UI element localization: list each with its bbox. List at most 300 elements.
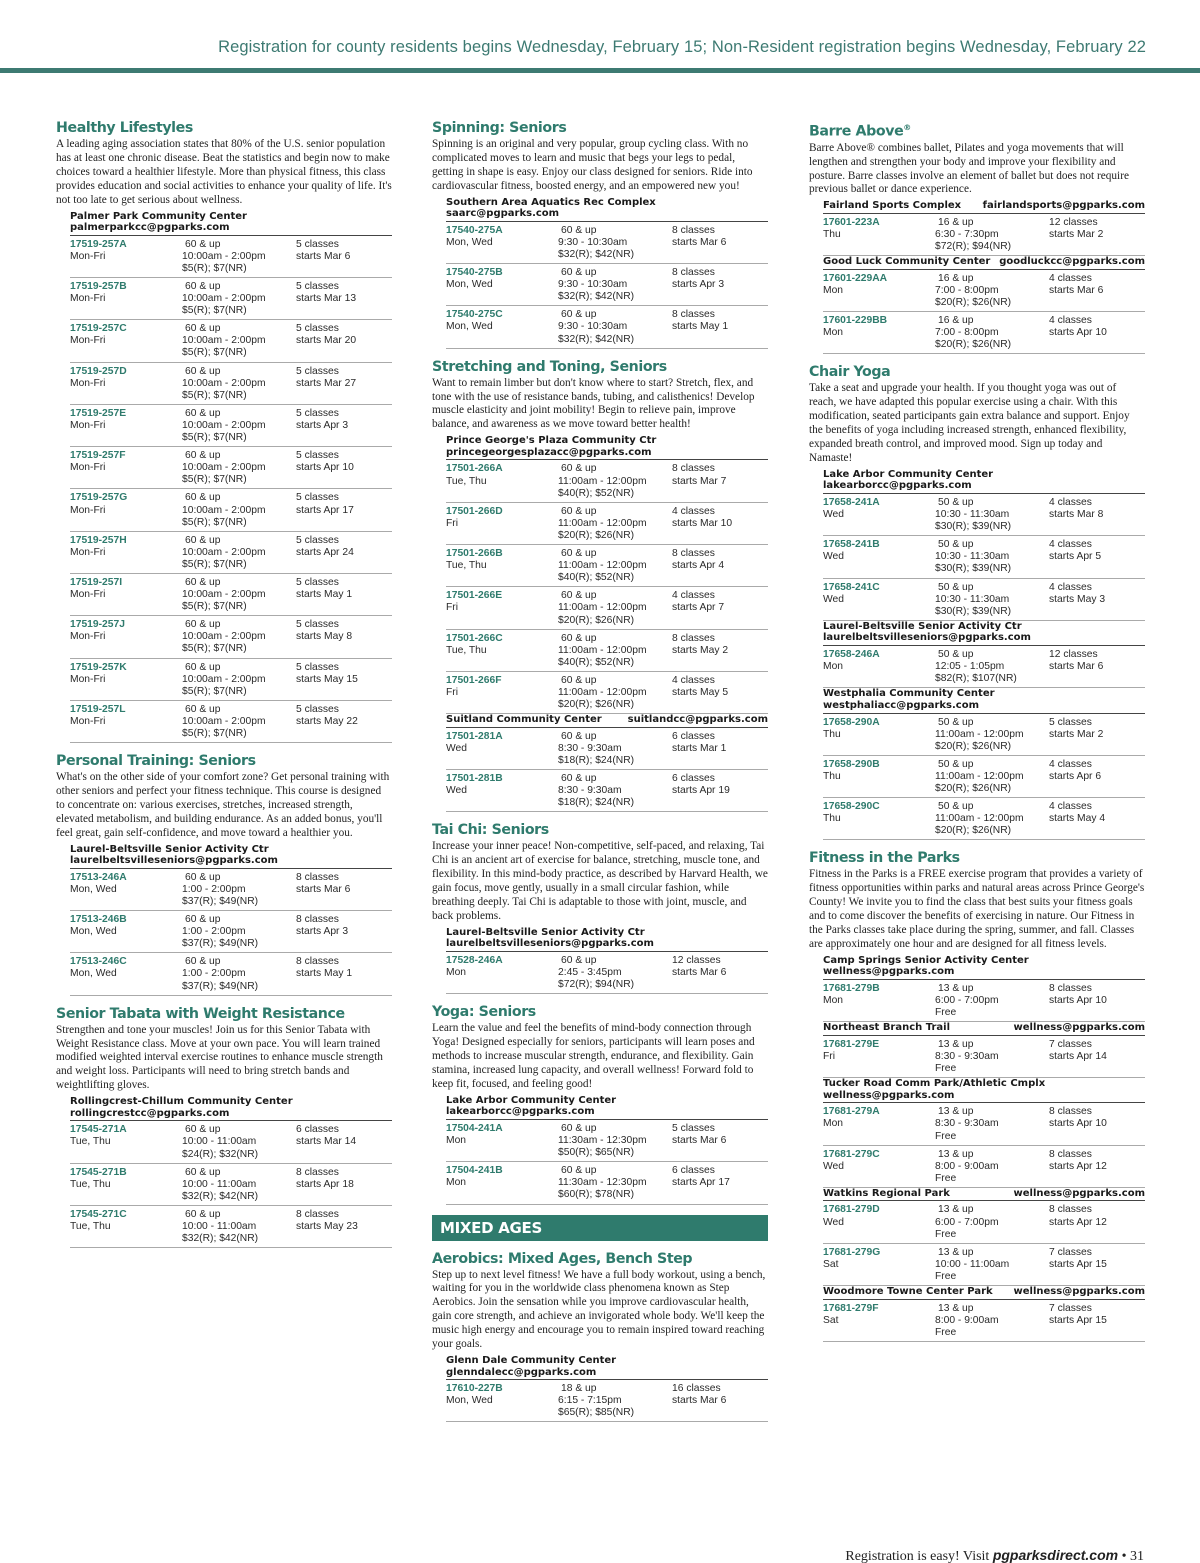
class-count: 5 classes [296, 703, 339, 715]
section-title: Chair Yoga [809, 364, 891, 381]
class-days: Mon [823, 284, 844, 296]
class-row [70, 236, 392, 278]
class-count: 8 classes [1049, 1148, 1092, 1160]
class-id-cell [823, 273, 938, 309]
class-row [823, 312, 1145, 354]
class-id-cell [823, 983, 938, 1019]
class-row [446, 545, 768, 587]
section-description: Fitness in the Parks is a FREE exercise program that provides a variety of fitness opportunities within parks and natural areas across Prince George's County! We invite you to find the class that best suits your fitness goals and to come discover the benefits of exercising in nature. Our Fitness in the Parks classes take place during the spring, summer, and fall. Classes are approximately one hour and are designed for all fitness levels. [809, 868, 1145, 950]
section-title: Personal Training: Seniors [56, 753, 256, 770]
location-name: Prince George's Plaza Community Ctr [446, 435, 657, 447]
class-age-time-cell [558, 309, 672, 345]
class-time: 11:00am - 12:00pm [558, 686, 647, 698]
location-email-link[interactable]: suitlandcc@pgparks.com [627, 714, 768, 726]
class-age-time-cell [182, 871, 296, 908]
class-session-cell [296, 956, 392, 992]
course-code-link[interactable]: 17519-257G [70, 492, 128, 504]
class-count: 4 classes [1049, 315, 1092, 327]
course-code-link[interactable]: 17513-246A [70, 871, 127, 883]
course-code-link[interactable]: 17658-241C [823, 581, 880, 593]
course-code-link[interactable]: 17545-271B [70, 1166, 127, 1178]
class-session-cell [1049, 497, 1145, 533]
class-time: 11:00am - 12:00pm [558, 602, 647, 614]
class-time: 6:15 - 7:15pm [558, 1395, 622, 1407]
class-time: 1:00 - 2:00pm [182, 883, 246, 895]
location-email-link[interactable]: lakearborcc@pgparks.com [823, 480, 972, 492]
location-header [446, 197, 768, 222]
class-fee: $72(R); $94(NR) [935, 241, 1012, 253]
location-email-link[interactable]: laurelbeltsvilleseniors@pgparks.com [823, 632, 1031, 644]
start-date: starts Apr 17 [672, 1177, 730, 1189]
location-email-link[interactable]: laurelbeltsvilleseniors@pgparks.com [446, 938, 654, 950]
class-session-cell [1049, 1303, 1145, 1339]
course-code-link[interactable]: 17501-266B [446, 548, 503, 560]
registration-notice: Registration for county residents begins Wednesday, February 15; Non-Resident registration begins Wednesday, February 22 [218, 38, 1146, 56]
location-name: Lake Arbor Community Center [446, 1094, 617, 1106]
age-range: 60 & up [185, 407, 221, 419]
class-age-time-cell [935, 581, 1049, 618]
class-time: 12:05 - 1:05pm [935, 661, 1005, 673]
course-code-link[interactable]: 17545-271C [70, 1208, 127, 1220]
class-time: 10:30 - 11:30am [935, 593, 1010, 605]
class-days: Mon-Fri [70, 546, 106, 558]
start-date: starts May 22 [296, 715, 358, 727]
course-code-link[interactable]: 17501-266F [446, 674, 502, 686]
class-id-cell [823, 801, 938, 837]
class-id-cell [823, 315, 938, 351]
course-code-link[interactable]: 17501-266E [446, 590, 503, 602]
class-session-cell [296, 619, 392, 655]
class-time: 11:00am - 12:00pm [558, 517, 647, 529]
class-time: 10:00am - 2:00pm [182, 504, 266, 516]
class-row [823, 579, 1145, 621]
class-count: 4 classes [672, 505, 715, 517]
class-days: Thu [823, 728, 841, 740]
course-code-link[interactable]: 17681-279C [823, 1148, 880, 1160]
class-count: 8 classes [672, 309, 715, 321]
class-days: Mon, Wed [70, 968, 117, 980]
class-row [823, 214, 1145, 256]
class-count: 8 classes [296, 1166, 339, 1178]
class-fee: Free [935, 1228, 957, 1240]
age-range: 50 & up [938, 539, 974, 551]
location-email-link[interactable]: princegeorgesplazacc@pgparks.com [446, 446, 652, 458]
class-fee: $5(R); $7(NR) [182, 305, 247, 317]
footer-site-link[interactable]: pgparksdirect.com [992, 1547, 1119, 1563]
course-code-link[interactable]: 17601-229BB [823, 315, 888, 327]
class-row [70, 869, 392, 911]
class-age-time-cell [182, 238, 296, 275]
course-code-link[interactable]: 17528-246A [446, 954, 503, 966]
class-row [823, 1103, 1145, 1145]
class-row [823, 1201, 1145, 1243]
start-date: starts May 1 [296, 968, 353, 980]
class-age-time-cell [558, 730, 672, 767]
age-range: 16 & up [938, 216, 974, 228]
class-row [823, 646, 1145, 688]
class-fee: $20(R); $26(NR) [935, 782, 1012, 794]
class-row [70, 447, 392, 489]
class-age-time-cell [558, 548, 672, 584]
start-date: starts Mar 7 [672, 475, 727, 487]
class-age-time-cell [935, 982, 1049, 1019]
class-age-time-cell [182, 1166, 296, 1203]
class-session-cell [1049, 717, 1145, 753]
class-count: 8 classes [672, 632, 715, 644]
class-time: 6:00 - 7:00pm [935, 995, 999, 1007]
class-count: 4 classes [672, 674, 715, 686]
section-description: Want to remain limber but don't know where to start? Stretch, flex, and tone with the use of resistance bands, tubing, and calisthenics! Develop muscle elasticity and joint mobility! Begin to relieve pain, improve balance, and awareness as we move toward better health! [432, 376, 755, 431]
course-code-link[interactable]: 17504-241B [446, 1165, 503, 1177]
course-code-link[interactable]: 17610-227B [446, 1383, 503, 1395]
class-id-cell [70, 323, 185, 359]
class-id-cell [70, 1124, 185, 1160]
class-row [70, 405, 392, 447]
course-code-link[interactable]: 17681-279A [823, 1106, 880, 1118]
class-age-time-cell [935, 801, 1049, 837]
class-row [70, 363, 392, 405]
course-code-link[interactable]: 17501-266C [446, 632, 503, 644]
class-id-cell [70, 704, 185, 740]
course-code-link[interactable]: 17504-241A [446, 1122, 503, 1134]
course-code-link[interactable]: 17658-290C [823, 801, 880, 813]
age-range: 50 & up [938, 801, 974, 813]
course-code-link[interactable]: 17501-281A [446, 730, 503, 742]
section-title: Stretching and Toning, Seniors [432, 358, 667, 375]
course-code-link[interactable]: 17658-241B [823, 539, 880, 551]
class-session-cell [672, 955, 768, 991]
class-count: 7 classes [1049, 1302, 1092, 1314]
class-time: 10:00am - 2:00pm [182, 462, 266, 474]
course-code-link[interactable]: 17540-275C [446, 309, 503, 321]
course-code-link[interactable]: 17681-279E [823, 1038, 880, 1050]
class-days: Mon-Fri [70, 419, 106, 431]
start-date: starts Mar 6 [296, 883, 351, 895]
class-count: 4 classes [1049, 497, 1092, 509]
class-session-cell [1049, 273, 1145, 309]
class-fee: Free [935, 1130, 957, 1142]
location-name: Tucker Road Comm Park/Athletic Cmplx [823, 1078, 1046, 1090]
column-right [809, 110, 1145, 1342]
class-session-cell [296, 450, 392, 486]
location-email-link[interactable]: goodluckcc@pgparks.com [999, 256, 1145, 268]
course-code-link[interactable]: 17501-281B [446, 773, 503, 785]
age-range: 50 & up [938, 716, 974, 728]
class-count: 5 classes [296, 323, 339, 335]
class-id-cell [446, 1165, 561, 1201]
class-age-time-cell [182, 914, 296, 950]
class-row [823, 270, 1145, 312]
course-code-link[interactable]: 17519-257H [70, 534, 127, 546]
class-time: 11:00am - 12:00pm [558, 644, 647, 656]
class-age-time-cell [935, 716, 1049, 753]
section-title: Spinning: Seniors [432, 120, 567, 136]
class-days: Mon-Fri [70, 250, 106, 262]
class-fee: $32(R); $42(NR) [182, 1233, 259, 1245]
location-email-link[interactable]: wellness@pgparks.com [823, 966, 955, 978]
class-session-cell [1049, 1247, 1145, 1283]
class-days: Wed [823, 509, 844, 521]
course-code-link[interactable]: 17658-246A [823, 649, 880, 661]
start-date: starts Apr 15 [1049, 1258, 1107, 1270]
class-time: 10:00am - 2:00pm [182, 250, 266, 262]
age-range: 60 & up [185, 956, 221, 968]
class-id-cell [823, 759, 938, 795]
location-email-link[interactable]: wellness@pgparks.com [1013, 1022, 1145, 1034]
location-name: Rollingcrest-Chillum Community Center [70, 1096, 293, 1108]
class-time: 1:00 - 2:00pm [182, 926, 246, 938]
location-email-link[interactable]: glenndalecc@pgparks.com [446, 1366, 597, 1378]
location-header [446, 714, 768, 728]
course-code-link[interactable]: 17519-257E [70, 407, 127, 419]
class-age-time-cell [558, 632, 672, 669]
course-code-link[interactable]: 17513-246B [70, 914, 127, 926]
class-fee: $5(R); $7(NR) [182, 474, 247, 486]
class-time: 11:00am - 12:00pm [935, 770, 1024, 782]
course-code-link[interactable]: 17519-257B [70, 281, 127, 292]
class-id-cell [70, 366, 185, 402]
age-range: 60 & up [561, 674, 597, 686]
start-date: starts Apr 12 [1049, 1160, 1107, 1172]
course-code-link[interactable]: 17658-290A [823, 716, 880, 728]
section-description: Barre Above® combines ballet, Pilates and yoga movements that will lengthen and strengthen your body and improve your flexibility and posture. Barre classes involve an element of ballet but does not require previous ballet or dance experience. [809, 141, 1129, 196]
class-days: Sat [823, 1258, 839, 1270]
course-code-link[interactable]: 17601-229AA [823, 272, 888, 284]
location-name: Laurel-Beltsville Senior Activity Ctr [823, 620, 1022, 632]
age-range: 13 & up [938, 1038, 974, 1050]
location-header [823, 1022, 1145, 1036]
start-date: starts May 1 [672, 321, 729, 333]
course-code-link[interactable]: 17681-279B [823, 982, 880, 994]
location-email-link[interactable]: palmerparkcc@pgparks.com [70, 222, 230, 234]
class-days: Mon-Fri [70, 631, 106, 643]
location-email-link[interactable]: westphaliacc@pgparks.com [823, 699, 980, 711]
section-title: Fitness in the Parks [809, 850, 960, 867]
course-code-link[interactable]: 17513-246C [70, 956, 127, 968]
class-id-cell [70, 450, 185, 486]
age-range: 13 & up [938, 1246, 974, 1258]
class-id-cell [70, 872, 185, 908]
class-age-time-cell [182, 534, 296, 571]
age-range: 13 & up [938, 1106, 974, 1118]
class-id-cell [823, 717, 938, 753]
class-count: 8 classes [1049, 1106, 1092, 1118]
class-id-cell [823, 1204, 938, 1240]
class-time: 7:00 - 8:00pm [935, 327, 999, 339]
class-fee: $30(R); $39(NR) [935, 605, 1012, 617]
class-session-cell [296, 1209, 392, 1245]
course-code-link[interactable]: 17519-257I [70, 576, 123, 588]
header-rule [0, 68, 1200, 73]
start-date: starts May 3 [1049, 593, 1106, 605]
section-description: What's on the other side of your comfort zone? Get personal training with other seniors and perfect your fitness technique. This course is designed to concentrate on: various exercises, stretches, increased strength, elevated metabolism, and building endurance. As an added bonus, you'll feel great, gain self-confidence, and move toward a healthier you. [56, 771, 390, 839]
class-count: 8 classes [296, 1208, 339, 1220]
course-code-link[interactable]: 17681-279G [823, 1246, 881, 1258]
location-email-link[interactable]: lakearborcc@pgparks.com [446, 1106, 595, 1118]
class-days: Wed [823, 1216, 844, 1228]
class-id-cell [70, 662, 185, 698]
class-days: Mon [823, 1118, 844, 1130]
location-header [823, 1188, 1145, 1202]
start-date: starts Apr 7 [672, 602, 725, 614]
class-time: 10:30 - 11:30am [935, 509, 1010, 521]
class-time: 10:00am - 2:00pm [182, 715, 266, 727]
class-count: 4 classes [1049, 581, 1092, 593]
class-fee: $5(R); $7(NR) [182, 389, 247, 401]
start-date: starts Mar 6 [296, 250, 351, 262]
class-age-time-cell [935, 216, 1049, 253]
class-age-time-cell [935, 497, 1049, 533]
class-days: Mon [823, 327, 844, 339]
section-description: Increase your inner peace! Non-competitive, self-paced, and relaxing, Tai Chi is an ancient art of exercise for balance, stretching, muscle tone, and flexibility. In this mind-body practice, as described by Harvard Health, we gain focus, move gently, usually in a small circular fashion, while breathing deeply. Tai Chi is adaptable to those with joint, muscle, and back problems. [432, 840, 768, 922]
location-email-link[interactable]: saarc@pgparks.com [446, 208, 560, 220]
class-row [446, 1162, 768, 1204]
class-fee: Free [935, 1007, 957, 1019]
course-code-link[interactable]: 17519-257K [70, 661, 127, 673]
start-date: starts Mar 6 [672, 236, 727, 248]
class-fee: $20(R); $26(NR) [558, 614, 635, 626]
class-days: Mon-Fri [70, 715, 106, 727]
age-range: 60 & up [185, 534, 221, 546]
class-session-cell [296, 366, 392, 402]
class-count: 12 classes [1049, 649, 1098, 661]
location-email-link[interactable]: wellness@pgparks.com [1013, 1286, 1145, 1298]
class-fee: $5(R); $7(NR) [182, 685, 247, 697]
class-session-cell [296, 872, 392, 908]
start-date: starts Apr 5 [1049, 551, 1102, 563]
age-range: 60 & up [185, 619, 221, 631]
age-range: 13 & up [938, 982, 974, 994]
class-id-cell [823, 582, 938, 618]
location-name: Laurel-Beltsville Senior Activity Ctr [446, 926, 645, 938]
location-header [823, 1286, 1145, 1300]
class-row [446, 222, 768, 264]
course-code-link[interactable]: 17519-257J [70, 619, 125, 631]
start-date: starts May 5 [672, 686, 729, 698]
class-fee: $32(R); $42(NR) [558, 291, 635, 303]
class-session-cell [672, 1383, 768, 1419]
location-email-link[interactable]: rollingcrestcc@pgparks.com [70, 1107, 230, 1119]
class-id-cell [446, 506, 561, 542]
age-range: 60 & up [561, 730, 597, 742]
location-header [823, 256, 1145, 270]
course-code-link[interactable]: 17501-266A [446, 463, 503, 475]
location-header [823, 1078, 1145, 1103]
class-time: 10:00 - 11:00am [182, 1221, 257, 1233]
class-row [70, 320, 392, 362]
location-email-link[interactable]: wellness@pgparks.com [1013, 1187, 1145, 1199]
class-days: Mon-Fri [70, 589, 106, 601]
class-id-cell [70, 408, 185, 444]
class-time: 10:00 - 11:00am [182, 1136, 257, 1148]
class-session-cell [1049, 1106, 1145, 1142]
location-name: Palmer Park Community Center [70, 210, 247, 222]
course-code-link[interactable]: 17540-275B [446, 267, 503, 279]
location-header [823, 200, 1145, 214]
class-id-cell [70, 1209, 185, 1245]
location-email-link[interactable]: wellness@pgparks.com [823, 1089, 955, 1101]
course-code-link[interactable]: 17519-257A [70, 238, 127, 250]
class-age-time-cell [935, 1148, 1049, 1185]
class-session-cell [1049, 759, 1145, 795]
page-header [0, 0, 1200, 78]
class-age-time-cell [935, 1106, 1049, 1142]
section-description: Take a seat and upgrade your health. If you thought yoga was out of reach, we have adapted this popular exercise using a chair. With this modification, seated participants gain extra balance and support. Enjoy the benefits of yoga including increased strength, enhanced flexibility, expanded breath control, and improved mood. Sign up today and Namaste! [809, 382, 1130, 464]
class-fee: $72(R); $94(NR) [558, 979, 635, 991]
class-row [446, 1120, 768, 1162]
class-count: 6 classes [296, 1124, 339, 1136]
start-date: starts Apr 3 [296, 926, 349, 938]
course-code-link[interactable]: 17519-257C [70, 323, 127, 335]
location-email-link[interactable]: fairlandsports@pgparks.com [982, 200, 1145, 212]
class-fee: Free [935, 1270, 957, 1282]
location-email-link[interactable]: laurelbeltsvilleseniors@pgparks.com [70, 855, 278, 867]
course-code-link[interactable]: 17519-257F [70, 450, 126, 462]
course-code-link[interactable]: 17540-275A [446, 224, 503, 236]
page-number: • 31 [1118, 1549, 1144, 1563]
location-header [446, 1095, 768, 1120]
class-count: 12 classes [1049, 216, 1098, 228]
class-fee: $40(R); $52(NR) [558, 656, 635, 668]
class-count: 8 classes [296, 914, 339, 926]
class-row [446, 630, 768, 672]
class-time: 10:30 - 11:30am [935, 551, 1010, 563]
class-count: 4 classes [1049, 758, 1092, 770]
start-date: starts Apr 14 [1049, 1050, 1107, 1062]
course-code-link[interactable]: 17601-223A [823, 216, 880, 228]
class-session-cell [1049, 1039, 1145, 1075]
class-age-time-cell [182, 450, 296, 486]
class-id-cell [446, 267, 561, 303]
class-count: 4 classes [1049, 272, 1092, 284]
class-time: 10:00am - 2:00pm [182, 631, 266, 643]
course-code-link[interactable]: 17681-279D [823, 1204, 880, 1216]
class-age-time-cell [935, 539, 1049, 575]
course-code-link[interactable]: 17519-257L [70, 703, 126, 715]
class-row [446, 770, 768, 812]
class-time: 11:00am - 12:00pm [935, 813, 1024, 825]
start-date: starts Mar 8 [1049, 509, 1104, 521]
location-name: Suitland Community Center [446, 714, 602, 726]
class-time: 11:00am - 12:00pm [558, 475, 647, 487]
start-date: starts Apr 18 [296, 1178, 354, 1190]
course-code-link[interactable]: 17545-271A [70, 1124, 127, 1136]
class-session-cell [296, 535, 392, 571]
class-time: 9:30 - 10:30am [558, 321, 628, 333]
start-date: starts Apr 10 [1049, 1118, 1107, 1130]
class-fee: Free [935, 1063, 957, 1075]
start-date: starts Apr 4 [672, 560, 725, 572]
course-code-link[interactable]: 17681-279F [823, 1302, 879, 1314]
class-count: 5 classes [296, 407, 339, 419]
class-row [446, 460, 768, 502]
course-code-link[interactable]: 17501-266D [446, 505, 503, 517]
course-code-link[interactable]: 17519-257D [70, 365, 127, 377]
class-days: Wed [446, 785, 467, 797]
class-time: 8:30 - 9:30am [558, 742, 622, 754]
class-age-time-cell [935, 1038, 1049, 1075]
section-title: Yoga: Seniors [432, 1004, 536, 1021]
class-row [70, 701, 392, 743]
age-range: 60 & up [561, 1122, 597, 1134]
class-age-time-cell [182, 703, 296, 740]
course-code-link[interactable]: 17658-290B [823, 758, 880, 770]
class-days: Mon, Wed [446, 321, 493, 333]
class-row [446, 587, 768, 629]
class-id-cell [823, 497, 938, 533]
class-fee: $37(R); $49(NR) [182, 896, 259, 907]
course-code-link[interactable]: 17658-241A [823, 497, 880, 509]
